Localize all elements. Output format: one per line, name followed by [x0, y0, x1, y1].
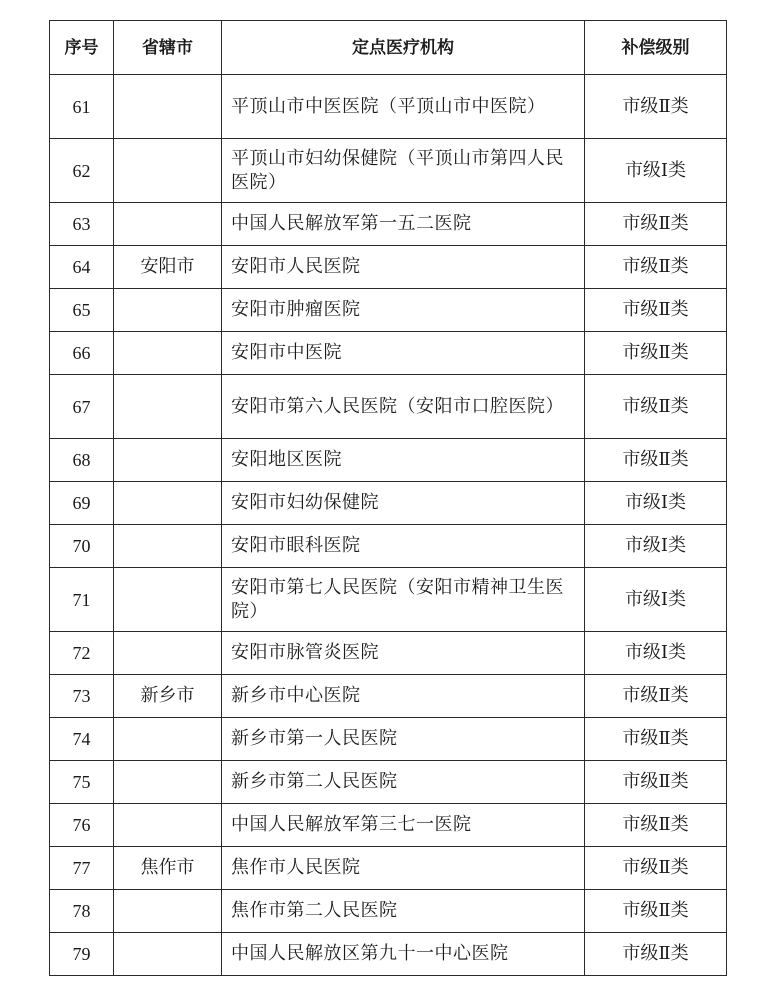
- cell-no: 67: [50, 375, 114, 439]
- table-row: [50, 804, 727, 847]
- cell-city: [114, 933, 222, 976]
- cell-city: 安阳市: [114, 246, 222, 289]
- cell-institution: 安阳市中医院: [222, 332, 585, 375]
- cell-no: 64: [50, 246, 114, 289]
- cell-institution: 焦作市人民医院: [222, 847, 585, 890]
- cell-level: 市级Ⅱ类: [585, 761, 727, 804]
- cell-level: 市级Ⅱ类: [585, 289, 727, 332]
- cell-institution: 新乡市中心医院: [222, 675, 585, 718]
- hospital-table: [49, 20, 727, 976]
- cell-city: [114, 439, 222, 482]
- cell-institution: 新乡市第一人民医院: [222, 718, 585, 761]
- table-row: [50, 675, 727, 718]
- table-row: [50, 75, 727, 139]
- cell-institution: 平顶山市中医医院（平顶山市中医院）: [222, 75, 585, 139]
- table-row: [50, 525, 727, 568]
- cell-city: 新乡市: [114, 675, 222, 718]
- table-row: [50, 890, 727, 933]
- header-no: 序号: [50, 21, 114, 75]
- cell-institution: 焦作市第二人民医院: [222, 890, 585, 933]
- table-row: [50, 933, 727, 976]
- cell-level: 市级Ⅰ类: [585, 568, 727, 632]
- cell-institution: 安阳市第七人民医院（安阳市精神卫生医院）: [222, 568, 585, 632]
- cell-level: 市级Ⅱ类: [585, 75, 727, 139]
- cell-level: 市级Ⅱ类: [585, 847, 727, 890]
- cell-no: 65: [50, 289, 114, 332]
- cell-level: 市级Ⅱ类: [585, 332, 727, 375]
- cell-no: 72: [50, 632, 114, 675]
- cell-level: 市级Ⅰ类: [585, 482, 727, 525]
- header-institution: 定点医疗机构: [222, 21, 585, 75]
- cell-city: [114, 718, 222, 761]
- cell-institution: 安阳市眼科医院: [222, 525, 585, 568]
- table-row: [50, 482, 727, 525]
- cell-no: 78: [50, 890, 114, 933]
- cell-city: 焦作市: [114, 847, 222, 890]
- cell-no: 61: [50, 75, 114, 139]
- cell-institution: 安阳市肿瘤医院: [222, 289, 585, 332]
- cell-no: 75: [50, 761, 114, 804]
- table-row: [50, 568, 727, 632]
- cell-city: [114, 804, 222, 847]
- cell-institution: 安阳地区医院: [222, 439, 585, 482]
- cell-level: 市级Ⅱ类: [585, 675, 727, 718]
- table-header-row: [50, 21, 727, 75]
- cell-no: 71: [50, 568, 114, 632]
- cell-no: 69: [50, 482, 114, 525]
- cell-institution: 安阳市脉管炎医院: [222, 632, 585, 675]
- table-row: [50, 847, 727, 890]
- cell-city: [114, 525, 222, 568]
- table-row: [50, 246, 727, 289]
- cell-institution: 中国人民解放区第九十一中心医院: [222, 933, 585, 976]
- cell-institution: 平顶山市妇幼保健院（平顶山市第四人民医院）: [222, 139, 585, 203]
- cell-city: [114, 482, 222, 525]
- cell-institution: 安阳市第六人民医院（安阳市口腔医院）: [222, 375, 585, 439]
- cell-institution: 新乡市第二人民医院: [222, 761, 585, 804]
- cell-no: 74: [50, 718, 114, 761]
- cell-institution: 中国人民解放军第一五二医院: [222, 203, 585, 246]
- cell-institution: 安阳市人民医院: [222, 246, 585, 289]
- cell-level: 市级Ⅱ类: [585, 718, 727, 761]
- table-row: [50, 289, 727, 332]
- cell-city: [114, 632, 222, 675]
- cell-level: 市级Ⅱ类: [585, 890, 727, 933]
- cell-city: [114, 289, 222, 332]
- table-row: [50, 203, 727, 246]
- cell-no: 63: [50, 203, 114, 246]
- table-row: [50, 632, 727, 675]
- cell-level: 市级Ⅱ类: [585, 203, 727, 246]
- cell-city: [114, 203, 222, 246]
- cell-no: 79: [50, 933, 114, 976]
- cell-no: 66: [50, 332, 114, 375]
- table-row: [50, 375, 727, 439]
- header-city: 省辖市: [114, 21, 222, 75]
- cell-level: 市级Ⅱ类: [585, 375, 727, 439]
- cell-no: 70: [50, 525, 114, 568]
- cell-city: [114, 75, 222, 139]
- cell-institution: 中国人民解放军第三七一医院: [222, 804, 585, 847]
- cell-no: 77: [50, 847, 114, 890]
- cell-no: 76: [50, 804, 114, 847]
- cell-level: 市级Ⅰ类: [585, 632, 727, 675]
- cell-no: 73: [50, 675, 114, 718]
- cell-no: 68: [50, 439, 114, 482]
- cell-city: [114, 568, 222, 632]
- cell-city: [114, 139, 222, 203]
- table-row: [50, 332, 727, 375]
- cell-level: 市级Ⅱ类: [585, 439, 727, 482]
- table-row: [50, 439, 727, 482]
- cell-level: 市级Ⅱ类: [585, 933, 727, 976]
- cell-city: [114, 332, 222, 375]
- table-row: [50, 139, 727, 203]
- cell-level: 市级Ⅰ类: [585, 525, 727, 568]
- cell-institution: 安阳市妇幼保健院: [222, 482, 585, 525]
- cell-level: 市级Ⅱ类: [585, 804, 727, 847]
- header-level: 补偿级别: [585, 21, 727, 75]
- cell-level: 市级Ⅱ类: [585, 246, 727, 289]
- table-row: [50, 718, 727, 761]
- cell-no: 62: [50, 139, 114, 203]
- cell-city: [114, 375, 222, 439]
- cell-level: 市级Ⅰ类: [585, 139, 727, 203]
- cell-city: [114, 890, 222, 933]
- table-row: [50, 761, 727, 804]
- cell-city: [114, 761, 222, 804]
